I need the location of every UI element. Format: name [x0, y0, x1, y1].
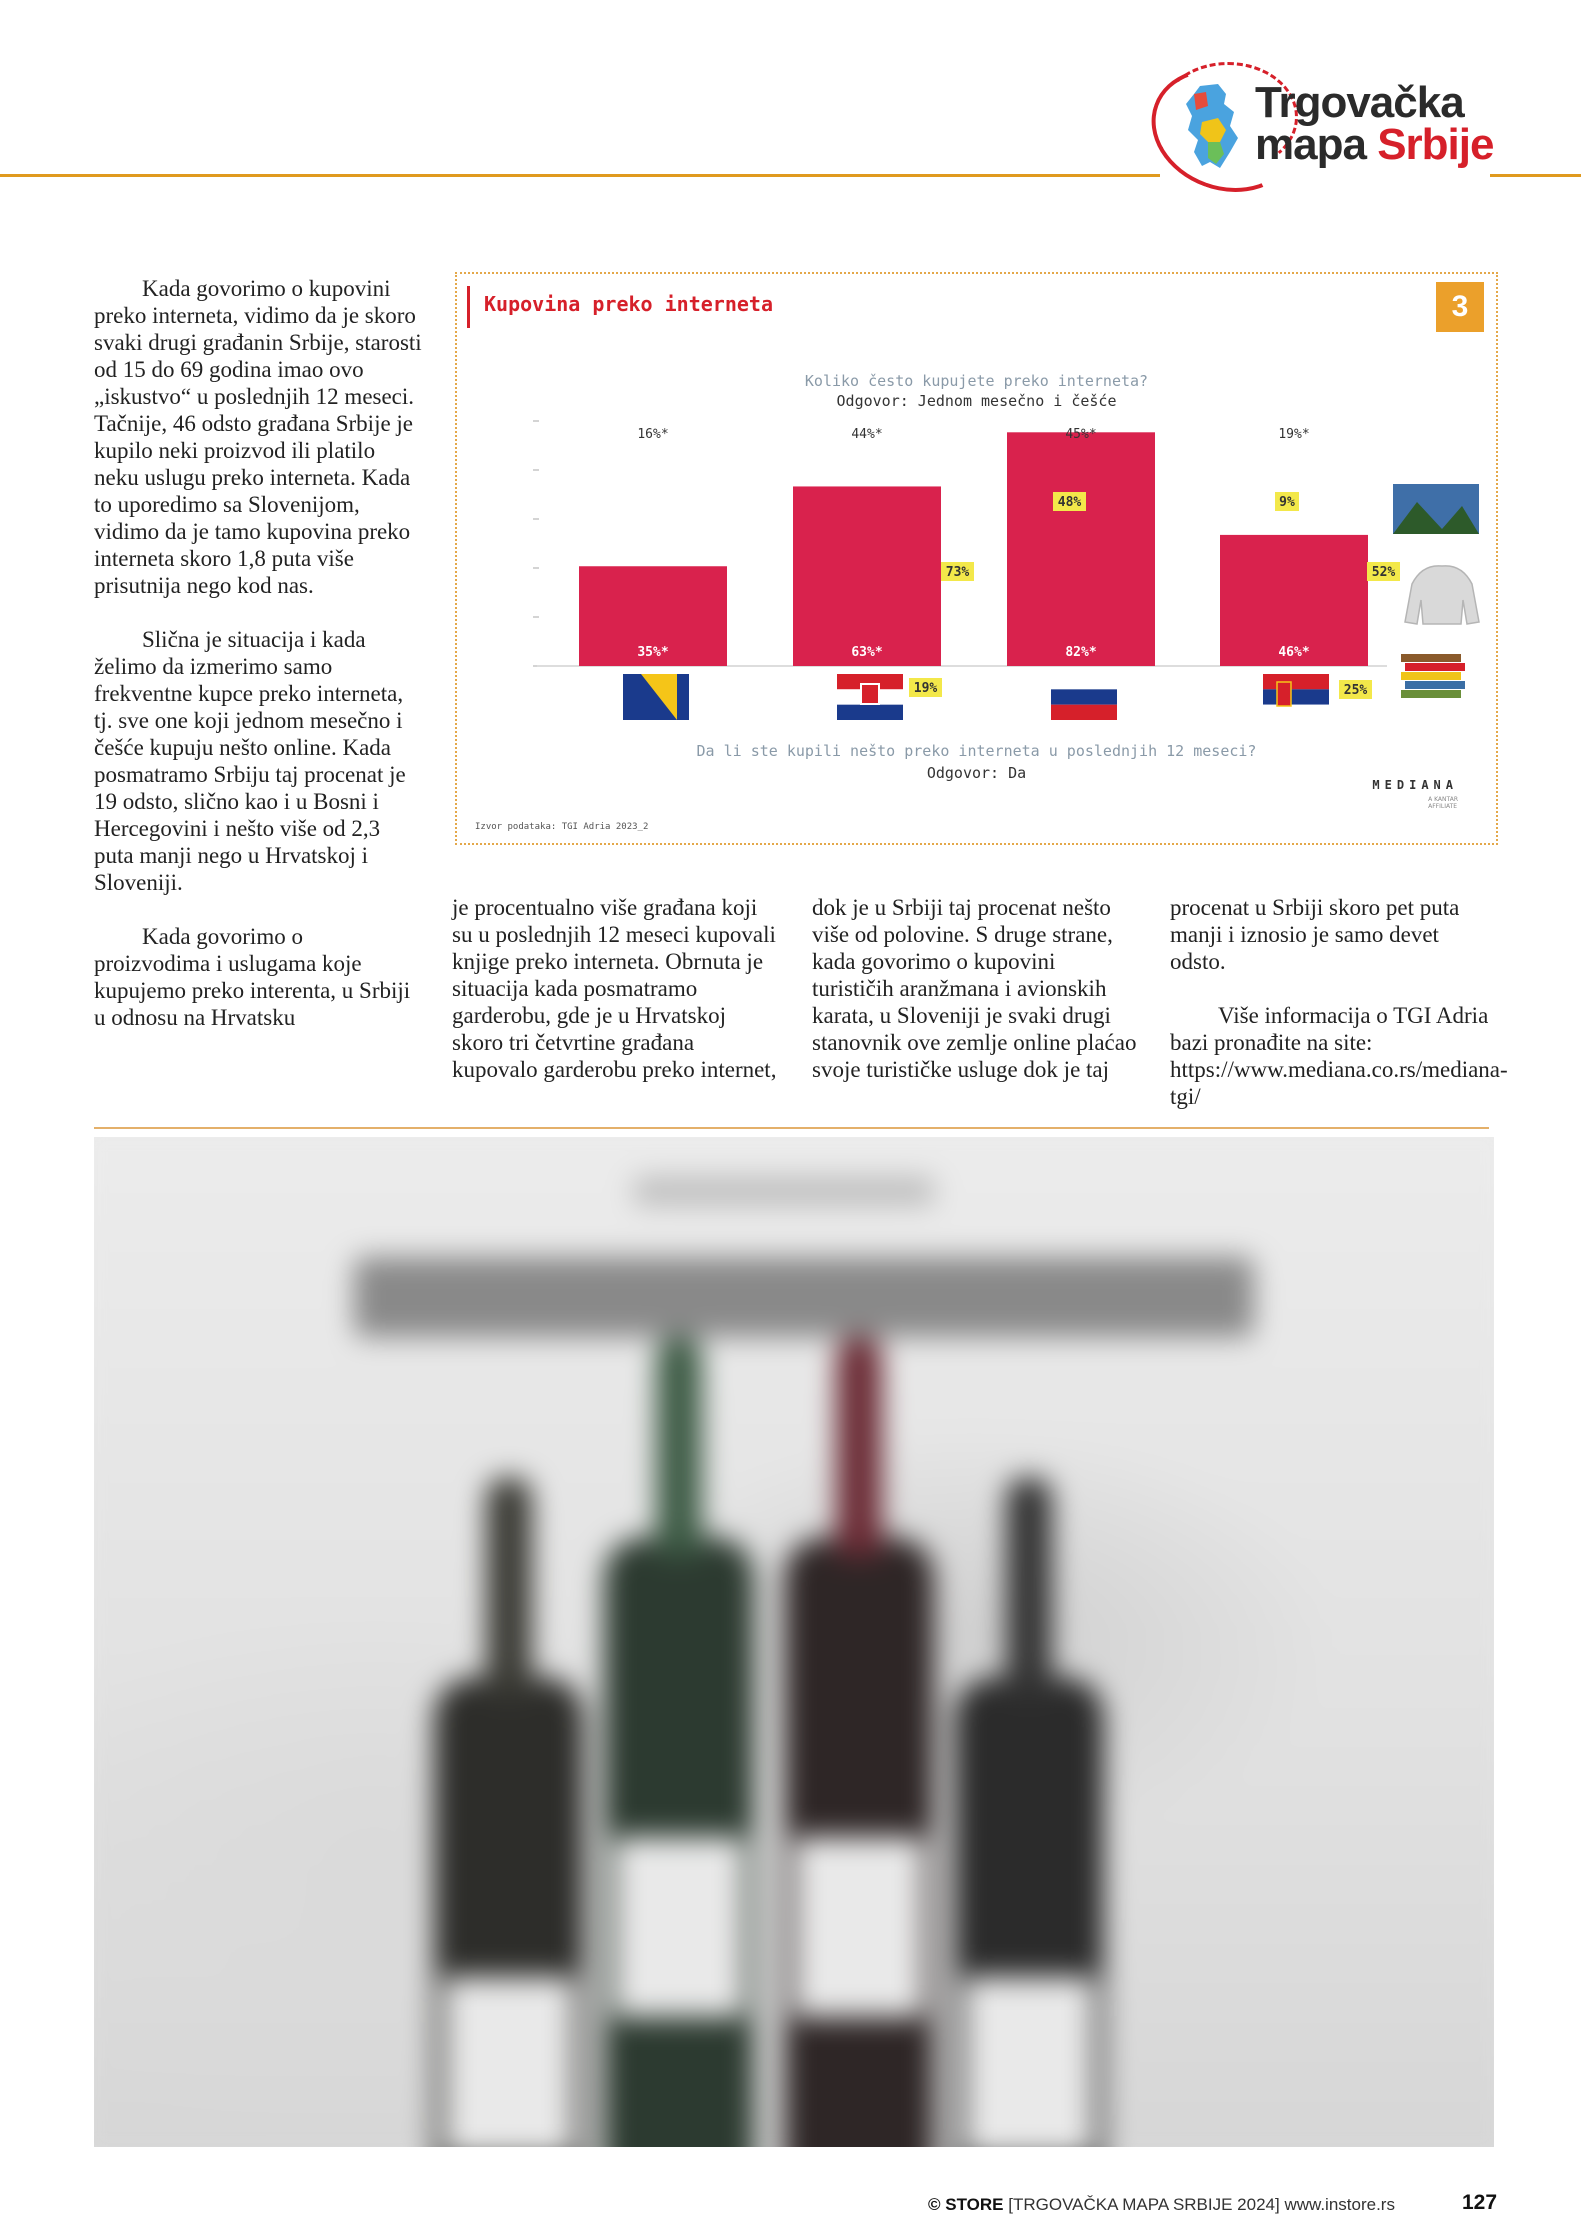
mediana-logo: MEDIANA	[1372, 778, 1458, 792]
wine-bottle	[434, 1677, 584, 2147]
trgovacka-mapa-logo	[1150, 60, 1510, 200]
paragraph: procenat u Srbiji skoro pet puta manji i iznosio je samo devet odsto.	[1170, 895, 1460, 974]
page-footer	[928, 2195, 1395, 2215]
logo-line2-b: Srbije	[1377, 120, 1494, 169]
flag-slovenia-icon	[1051, 674, 1117, 689]
flag-slovenia-icon	[1051, 705, 1117, 720]
bar-value-label: 46%*	[1278, 645, 1310, 660]
paragraph: Slična je situacija i kada želimo da izmerimo samo frekventne kupce preko interneta, tj. sve one koji jednom mesečno i češće kupuju nešto online. Kada posmatramo Srbiju taj procenat je 19 odsto, slično kao i u Bosni i Hercegovini i nešto više od 2,3 puta manji nego u Hrvatskoj i Sloveniji.	[94, 627, 406, 895]
ad-brand-mark	[634, 1177, 934, 1205]
books-icon	[1405, 681, 1465, 689]
hoodie-icon	[1405, 566, 1479, 624]
paragraph: Kada govorimo o proizvodima i uslugama koje kupujemo preko interenta, u Srbiji u odnosu na Hrvatsku	[94, 924, 411, 1030]
bar-chart	[457, 274, 1500, 847]
bar-value-label: 82%*	[1065, 645, 1097, 660]
serbia-map-icon	[1180, 82, 1242, 172]
bar-value-label: 63%*	[851, 645, 883, 660]
chart-number-badge: 3	[1436, 282, 1484, 332]
wine-bottle	[784, 1537, 934, 2147]
wine-bottle	[954, 1677, 1104, 2147]
paragraph: je procentualno više građana koji su u poslednjih 12 meseci kupovali knjige preko interneta. Obrnuta je situacija kada posmatramo garderobu, gde je u Hrvatskoj skoro tri četvrtine građana kupovalo garderobu preko internet,	[452, 895, 777, 1082]
advertisement-blur	[94, 1137, 1494, 2147]
footer-text: [TRGOVAČKA MAPA SRBIJE 2024] www.instore.rs	[1008, 2195, 1395, 2214]
article-column-4	[1170, 894, 1508, 1137]
flag-serbia-icon	[1277, 682, 1291, 706]
chart-title: Kupovina preko interneta	[467, 286, 773, 328]
books-icon	[1401, 672, 1461, 680]
chart-question-top: Koliko često kupujete preko interneta?	[804, 372, 1149, 390]
ad-headline-blurred	[354, 1257, 1254, 1337]
bar-1	[793, 486, 941, 666]
flag-croatia-icon	[861, 684, 879, 704]
logo-line1: Trgovačka	[1255, 78, 1464, 127]
chart-question-bottom: Da li ste kupili nešto preko interneta u poslednjih 12 meseci?	[696, 742, 1257, 760]
chart-panel	[455, 272, 1498, 845]
section-rule	[94, 1127, 1489, 1129]
frequent-buyer-label: 19%*	[1278, 427, 1310, 442]
books-icon	[1401, 690, 1461, 698]
paragraph: dok je u Srbiji taj procenat nešto više od polovine. S druge strane, kada govorimo o kupovini turističih aranžmana i avionskih karata, u Sloveniji je svaki drugi stanovnik ove zemlje online plaćao svoje turističke usluge dok je taj	[812, 895, 1137, 1082]
flag-croatia-icon	[837, 705, 903, 720]
callout-label: 52%	[1371, 565, 1396, 580]
advertisement-image	[94, 1137, 1494, 2147]
chart-answer-bottom: Odgovor: Da	[926, 764, 1027, 782]
chart-source: Izvor podataka: TGI Adria 2023_2	[475, 822, 649, 832]
frequent-buyer-label: 45%*	[1065, 427, 1097, 442]
article-column-2	[452, 894, 782, 1110]
bar-2	[1007, 432, 1155, 666]
callout-label: 19%	[913, 681, 938, 696]
frequent-buyer-label: 16%*	[637, 427, 669, 442]
frequent-buyer-label: 44%*	[851, 427, 883, 442]
books-icon	[1405, 663, 1465, 671]
article-column-3	[812, 894, 1142, 1110]
callout-label: 73%	[945, 565, 970, 580]
flag-serbia-icon	[1263, 689, 1329, 704]
header-rule	[0, 174, 1160, 177]
flag-serbia-icon	[1263, 705, 1329, 720]
logo-wordmark	[1255, 78, 1494, 169]
mediana-tagline: A KANTAR AFFILIATE	[1428, 796, 1458, 810]
article-column-1	[94, 275, 424, 1058]
paragraph-link: Više informacija o TGI Adria bazi pronađite na site: https://www.mediana.co.rs/mediana-tgi/	[1170, 1003, 1508, 1109]
logo-line2-a: mapa	[1255, 120, 1366, 169]
paragraph: Kada govorimo o kupovini preko interneta, vidimo da je skoro svaki drugi građanin Srbije, starosti od 15 do 69 godina imao ovo „iskustvo“ u poslednjih 12 meseci. Tačnije, 46 odsto građana Srbije je kupilo neki proizvod ili platilo neku uslugu preko interneta. Kada to uporedimo sa Slovenijom, vidimo da je tamo kupovina preko interneta skoro 1,8 puta više prisutnija nego kod nas.	[94, 276, 422, 598]
flag-slovenia-icon	[1051, 689, 1117, 704]
bar-value-label: 35%*	[637, 645, 669, 660]
callout-label: 48%	[1057, 495, 1082, 510]
callout-label: 25%	[1343, 683, 1368, 698]
page-number: 127	[1462, 2191, 1498, 2214]
footer-store: © STORE	[928, 2195, 1004, 2214]
flag-serbia-icon	[1263, 674, 1329, 689]
chart-answer-top: Odgovor: Jednom mesečno i češće	[836, 392, 1117, 410]
callout-label: 9%	[1279, 495, 1295, 510]
books-icon	[1401, 654, 1461, 662]
wine-bottle	[604, 1537, 754, 2147]
